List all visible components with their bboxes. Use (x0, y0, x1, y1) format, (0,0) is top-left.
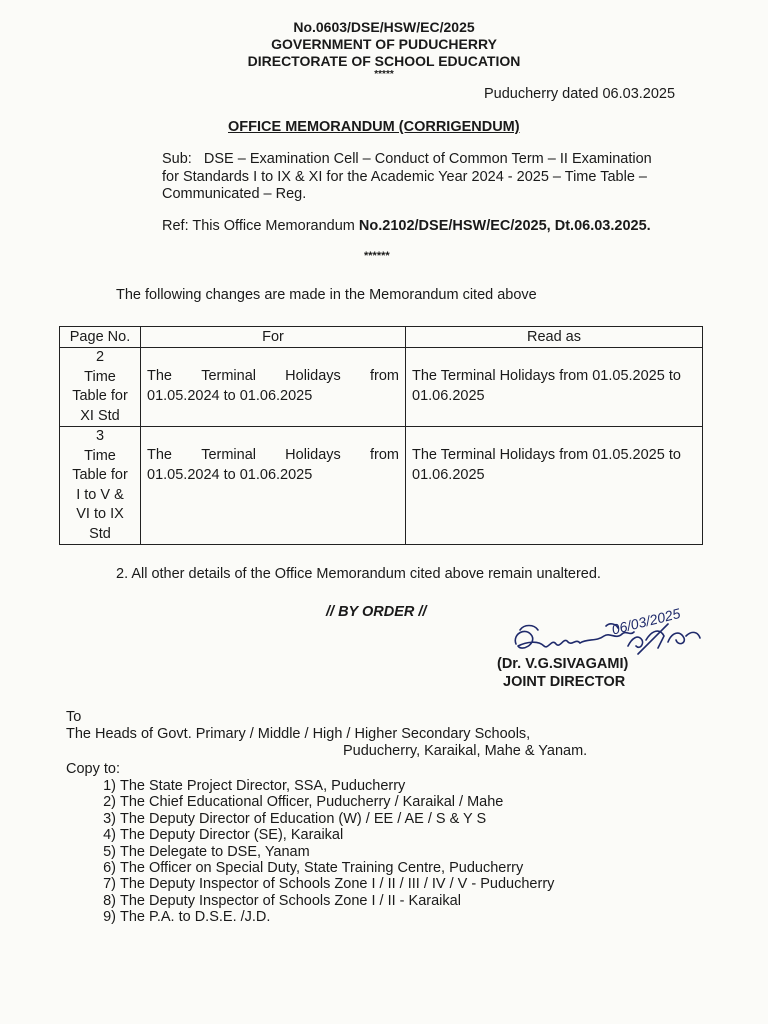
page-line: 3 (95, 428, 105, 444)
signature-date: 06/03/2025 (610, 605, 682, 638)
page-line: Table for (72, 388, 128, 404)
separator-stars: ****** (364, 250, 390, 262)
page-line: VI to IX (76, 506, 124, 522)
for-word: The (147, 447, 172, 463)
for-word: Terminal (201, 368, 256, 384)
copy-to-list (88, 778, 554, 926)
changes-table (59, 326, 703, 545)
page-line: Time (84, 368, 116, 385)
subject-line-2: for Standards I to IX & XI for the Academic Year 2024 - 2025 – Time Table – (162, 169, 647, 185)
list-item (88, 778, 554, 794)
page-no-cell (60, 427, 141, 545)
for-word: Holidays (285, 368, 341, 384)
page-line: Time (84, 447, 116, 464)
list-text: The Deputy Director (SE), Karaikal (120, 827, 344, 844)
for-line-2: 01.05.2024 to 01.06.2025 (147, 467, 313, 483)
date-line: Puducherry dated 06.03.2025 (484, 86, 676, 102)
read-as-cell (406, 348, 703, 427)
paragraph-2: 2. All other details of the Office Memorandum cited above remain unaltered. (116, 566, 601, 582)
page-line: 2 (95, 349, 105, 365)
intro-text: The following changes are made in the Memorandum cited above (116, 287, 537, 303)
header-read-as: Read as (406, 327, 703, 348)
list-text: The Delegate to DSE, Yanam (120, 843, 310, 860)
list-text: The P.A. to D.S.E. /J.D. (120, 909, 271, 926)
header-stars: ***** (374, 69, 394, 80)
list-number: 1) (103, 778, 116, 794)
read-as-line-1: The Terminal Holidays from 01.05.2025 to (412, 368, 681, 384)
table-row (60, 348, 703, 427)
for-line-1 (147, 445, 399, 465)
memo-title: OFFICE MEMORANDUM (CORRIGENDUM) (228, 119, 520, 135)
reference-number: No.0603/DSE/HSW/EC/2025 (293, 19, 475, 35)
page-line: I to V & (76, 486, 124, 503)
header-for: For (141, 327, 406, 348)
list-item (88, 844, 554, 860)
list-item (88, 860, 554, 876)
government-heading: GOVERNMENT OF PUDUCHERRY (271, 36, 497, 52)
for-line-1 (147, 366, 399, 386)
page-line: Std (89, 525, 111, 542)
list-text: The Deputy Inspector of Schools Zone I / II - Karaikal (120, 892, 461, 909)
table-header-row (60, 327, 703, 348)
list-number: 5) (103, 843, 116, 860)
list-number: 6) (103, 860, 116, 877)
for-word: from (369, 447, 399, 463)
list-number: 3) (103, 810, 116, 827)
read-as-line-2: 01.06.2025 (412, 388, 485, 404)
header-page-no: Page No. (60, 327, 141, 348)
read-as-line-2: 01.06.2025 (412, 467, 485, 483)
directorate-heading: DIRECTORATE OF SCHOOL EDUCATION (247, 53, 521, 69)
for-word: Holidays (285, 447, 341, 463)
copy-to-label: Copy to: (66, 761, 120, 777)
list-item (88, 909, 554, 925)
list-number: 7) (103, 876, 116, 893)
page-line: XI Std (80, 407, 120, 424)
list-text: The Chief Educational Officer, Puducherry / Karaikal / Mahe (120, 794, 504, 811)
to-label: To (66, 709, 82, 725)
read-as-cell (406, 427, 703, 545)
list-text: The Deputy Director of Education (W) / EE / AE / S & Y S (120, 810, 487, 827)
for-word: The (147, 368, 172, 384)
for-cell (141, 427, 406, 545)
reference-number-bold: No.2102/DSE/HSW/EC/2025, Dt.06.03.2025. (358, 218, 651, 234)
list-number: 9) (103, 909, 116, 926)
signatory-designation: JOINT DIRECTOR (503, 674, 626, 690)
reference-prefix: Ref: This Office Memorandum (162, 218, 359, 234)
list-number: 2) (103, 794, 116, 811)
for-line-2: 01.05.2024 to 01.06.2025 (147, 388, 313, 404)
list-item (88, 827, 554, 843)
page-no-cell (60, 348, 141, 427)
subject-line-1: Sub: DSE – Examination Cell – Conduct of Common Term – II Examination (162, 151, 652, 167)
signatory-name: (Dr. V.G.SIVAGAMI) (497, 656, 629, 672)
reference-line (162, 218, 651, 234)
list-item (88, 794, 554, 810)
list-text: The State Project Director, SSA, Puducherry (120, 778, 406, 794)
subject-line-3: Communicated – Reg. (162, 186, 307, 202)
list-item (88, 893, 554, 909)
list-number: 8) (103, 892, 116, 909)
page-line: Table for (72, 467, 128, 483)
read-as-line-1: The Terminal Holidays from 01.05.2025 to (412, 447, 681, 463)
table-row (60, 427, 703, 545)
list-text: The Deputy Inspector of Schools Zone I / II / III / IV / V - Puducherry (120, 876, 555, 893)
list-item (88, 811, 554, 827)
for-word: Terminal (201, 447, 256, 463)
for-word: from (369, 368, 399, 384)
to-line-1: The Heads of Govt. Primary / Middle / High / Higher Secondary Schools, (66, 726, 531, 742)
list-text: The Officer on Special Duty, State Training Centre, Puducherry (120, 860, 524, 877)
list-number: 4) (103, 827, 116, 844)
for-cell (141, 348, 406, 427)
by-order: // BY ORDER // (326, 604, 427, 620)
list-item (88, 876, 554, 892)
to-line-2: Puducherry, Karaikal, Mahe & Yanam. (343, 743, 588, 759)
